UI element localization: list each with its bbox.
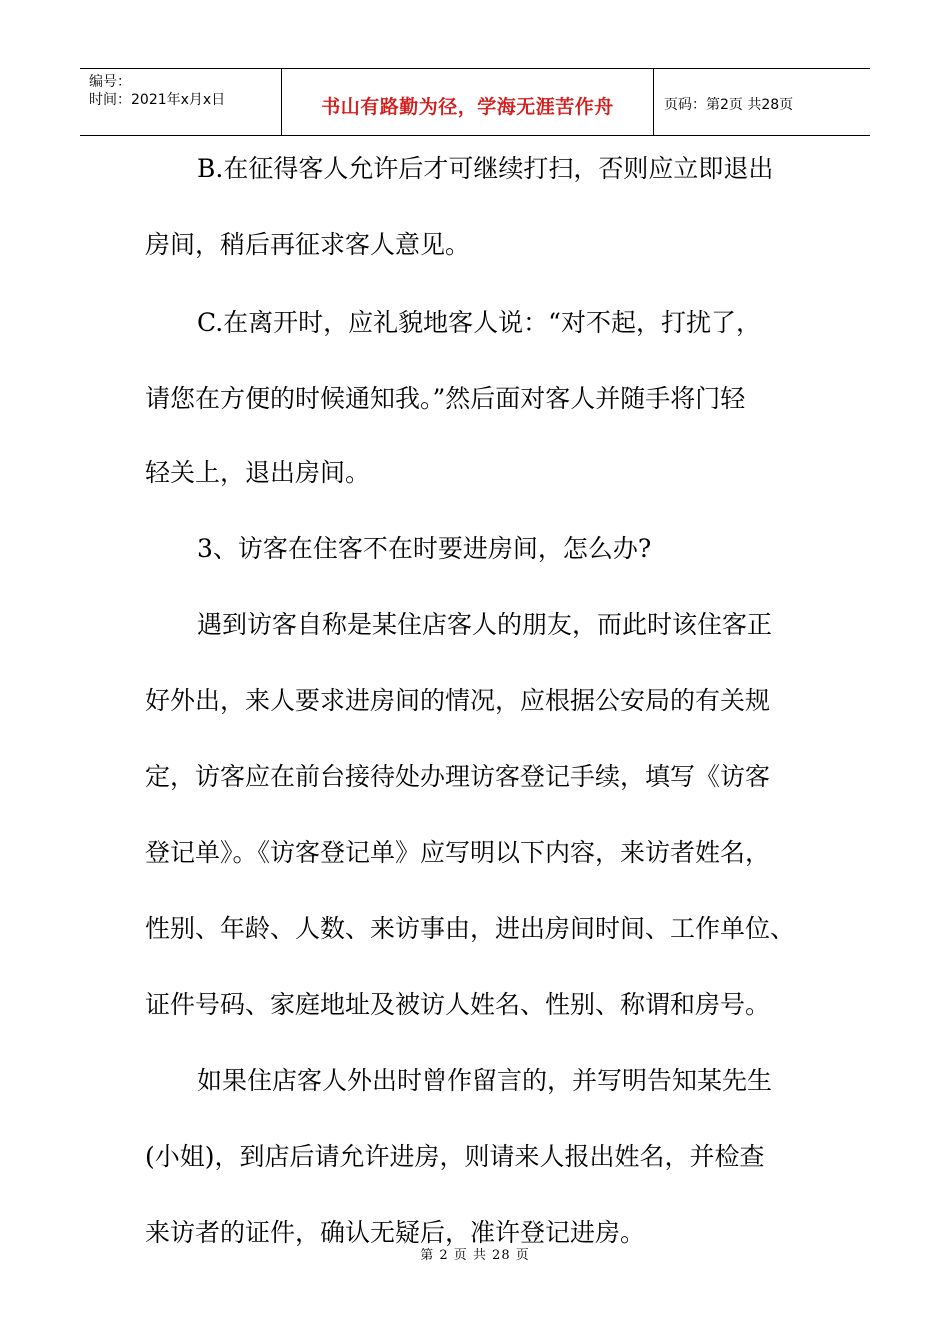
document-header: [80, 68, 870, 136]
body-line: 遇到访客自称是某住店客人的朋友，而此时该住客正: [197, 610, 773, 639]
header-meta: [80, 69, 282, 135]
time-label: 时间：2021年x月x日: [89, 92, 226, 108]
body-line: 性别、年龄、人数、来访事由，进出房间时间、工作单位、: [145, 914, 796, 943]
motto-text: 书山有路勤为径，学海无涯苦作舟: [321, 95, 614, 118]
body-line: 证件号码、家庭地址及被访人姓名、性别、称谓和房号。: [145, 990, 771, 1019]
body-line: 轻关上，退出房间。: [145, 458, 371, 487]
header-page-info: [654, 69, 870, 135]
header-motto-cell: [282, 69, 654, 135]
page-footer: [0, 1244, 950, 1263]
body-line: 如果住店客人外出时曾作留言的，并写明告知某先生: [197, 1066, 773, 1095]
body-line: B.在征得客人允许后才可继续打扫，否则应立即退出: [197, 154, 774, 183]
body-line: 定，访客应在前台接待处办理访客登记手续，填写《访客: [145, 762, 771, 791]
body-line: 房间，稍后再征求客人意见。: [145, 230, 471, 259]
body-line: 登记单》。《访客登记单》应写明以下内容，来访者姓名，: [145, 838, 771, 867]
code-label: 编号：: [89, 74, 131, 90]
page-info-text: 页码：第2页 共28页: [664, 97, 794, 113]
body-line: 来访者的证件，确认无疑后，准许登记进房。: [145, 1218, 646, 1247]
body-line: 请您在方便的时候通知我。”然后面对客人并随手将门轻: [145, 384, 746, 413]
body-line: (小姐)，到店后请允许进房，则请来人报出姓名，并检查: [145, 1142, 765, 1171]
body-line: 好外出，来人要求进房间的情况，应根据公安局的有关规: [145, 686, 771, 715]
body-line: C.在离开时，应礼貌地客人说：“对不起，打扰了，: [197, 308, 761, 337]
section-heading: 3、访客在住客不在时要进房间，怎么办?: [197, 534, 652, 563]
footer-page-number: 第 2 页 共 28 页: [420, 1248, 530, 1263]
